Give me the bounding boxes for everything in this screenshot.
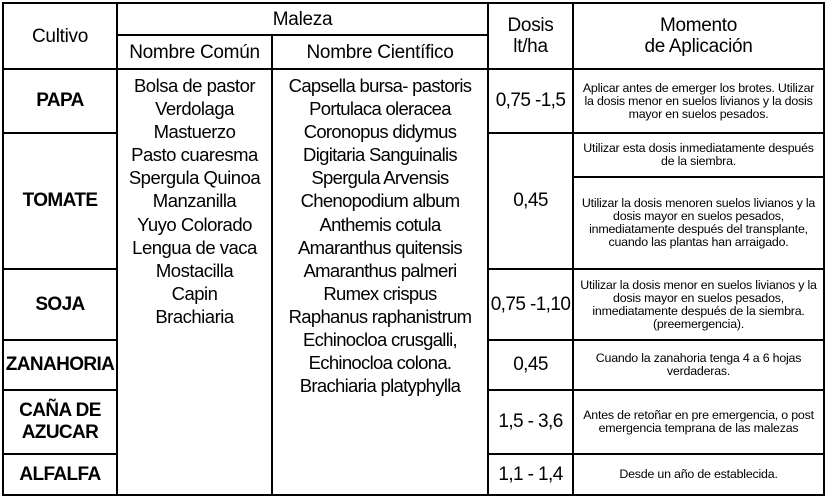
scientific-name-item: Spergula Arvensis	[311, 167, 449, 189]
crop-cana-line1: CAÑA DE	[19, 400, 101, 421]
header-dosis-line2: lt/ha	[513, 36, 548, 57]
scientific-names-list	[272, 69, 488, 495]
header-maleza: Maleza	[117, 3, 488, 35]
note-cana: Antes de retoñar en pre emergencia, o post emergencia temprana de las malezas	[573, 390, 824, 454]
crop-tomate: TOMATE	[3, 133, 117, 269]
scientific-name-item: Echinocloa crusgalli,	[303, 329, 457, 351]
header-momento	[573, 3, 824, 69]
header-nombre-cientifico: Nombre Científico	[272, 35, 488, 69]
header-dosis-line1: Dosis	[507, 15, 554, 36]
crop-zanahoria: ZANAHORIA	[3, 340, 117, 390]
common-name-item: Pasto cuaresma	[131, 144, 258, 166]
note-zanahoria: Cuando la zanahoria tenga 4 a 6 hojas verdaderas.	[573, 340, 824, 390]
common-name-item: Capin	[171, 282, 218, 304]
note-soja: Utilizar la dosis menor en suelos livianos y la dosis mayor en suelos pesados, inmediatamente después de la siembra. (preemergencia).	[573, 269, 824, 340]
scientific-name-item: Portulaca oleracea	[309, 98, 451, 120]
note-tomate-1: Utilizar esta dosis inmediatamente después de la siembra.	[573, 133, 824, 177]
header-nombre-comun: Nombre Común	[117, 35, 272, 69]
scientific-name-item: Anthemis cotula	[319, 213, 441, 235]
note-tomate-2: Utilizar la dosis menoren suelos livianos y la dosis mayor en suelos pesados, inmediatamente después del transplante, cuando las plantas han arraigado.	[573, 177, 824, 269]
common-name-item: Yuyo Colorado	[137, 213, 252, 235]
note-alfalfa: Desde un año de establecida.	[573, 454, 824, 495]
scientific-name-item: Coronopus didymus	[303, 121, 457, 143]
common-names-list	[117, 69, 272, 495]
header-cultivo: Cultivo	[3, 3, 117, 69]
header-momento-line1: Momento	[659, 15, 738, 36]
scientific-name-item: Raphanus raphanistrum	[288, 305, 472, 327]
common-name-item: Bolsa de pastor	[133, 75, 256, 96]
herbicide-dosage-table	[2, 2, 825, 496]
crop-alfalfa: ALFALFA	[3, 454, 117, 495]
scientific-name-item: Echinocloa colona.	[308, 352, 452, 374]
common-name-item: Mastuerzo	[153, 121, 236, 143]
common-name-item: Manzanilla	[152, 190, 237, 212]
common-name-item: Spergula Quinoa	[128, 167, 261, 189]
crop-soja: SOJA	[3, 269, 117, 340]
scientific-name-item: Chenopodium album	[300, 190, 460, 212]
common-name-item: Mostacilla	[155, 259, 234, 281]
scientific-name-item: Amaranthus palmeri	[303, 259, 457, 281]
header-dosis	[488, 3, 573, 69]
dose-soja: 0,75 -1,10	[488, 269, 573, 340]
scientific-name-item: Amaranthus quitensis	[298, 236, 462, 258]
dose-papa: 0,75 -1,5	[488, 69, 573, 133]
common-name-item: Brachiaria	[155, 305, 234, 327]
dose-zanahoria: 0,45	[488, 340, 573, 390]
scientific-name-item: Rumex crispus	[323, 282, 437, 304]
scientific-name-item: Capsella bursa- pastoris	[288, 75, 472, 96]
dose-cana: 1,5 - 3,6	[488, 390, 573, 454]
crop-cana-line2: AZUCAR	[21, 422, 99, 443]
crop-papa: PAPA	[3, 69, 117, 133]
crop-cana-de-azucar	[3, 390, 117, 454]
scientific-name-item: Digitaria Sanguinalis	[303, 144, 457, 166]
scientific-name-item: Brachiaria platyphylla	[299, 375, 461, 397]
header-momento-line2: de Aplicación	[644, 36, 753, 57]
common-name-item: Lengua de vaca	[132, 236, 257, 258]
note-papa: Aplicar antes de emerger los brotes. Utilizar la dosis menor en suelos livianos y la dosis mayor en suelos pesados.	[573, 69, 824, 133]
dose-alfalfa: 1,1 - 1,4	[488, 454, 573, 495]
common-name-item: Verdolaga	[155, 98, 234, 120]
dose-tomate: 0,45	[488, 133, 573, 269]
